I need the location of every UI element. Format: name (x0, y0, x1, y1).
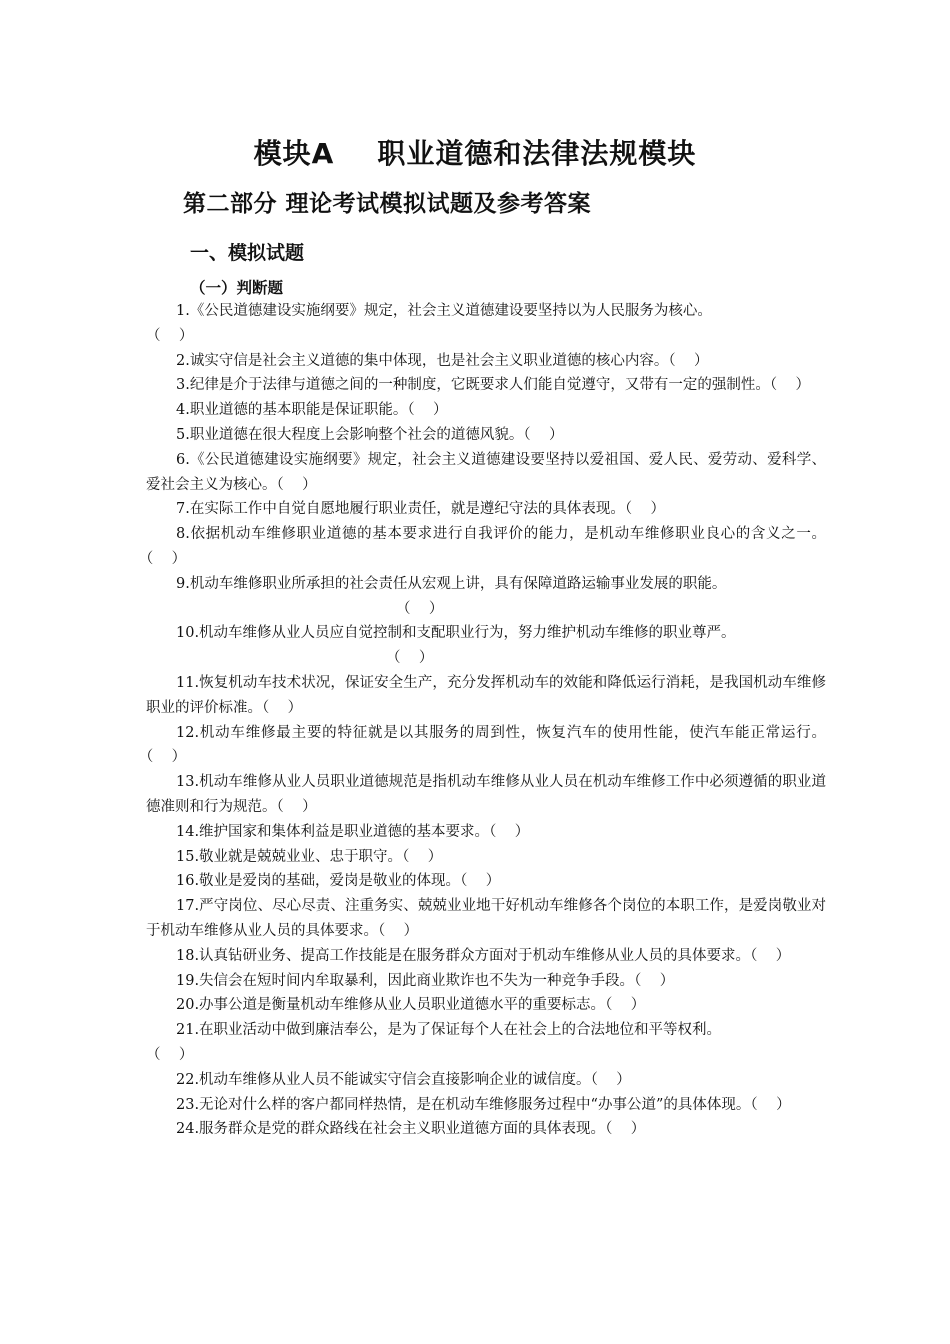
question-item (146, 1093, 826, 1118)
question-text: 19.失信会在短时间内牟取暴利，因此商业欺诈也不失为一种竞争手段。 (176, 972, 635, 989)
answer-blank: （ ） (276, 476, 317, 493)
question-item (146, 1018, 826, 1068)
answer-blank: （ ） (590, 1071, 631, 1088)
question-item (146, 398, 826, 423)
question-text: 18.认真钻研业务、提高工作技能是在服务群众方面对于机动车维修从业人员的具体要求。 (176, 947, 751, 964)
question-text: 23.无论对什么样的客户都同样热情，是在机动车维修服务过程中“办事公道”的具体体现。 (176, 1096, 751, 1113)
question-text: 14.维护国家和集体利益是职业道德的基本要求。 (176, 823, 490, 840)
question-list (146, 299, 826, 1142)
question-text: 1.《公民道德建设实施纲要》规定，社会主义道德建设要坚持以为人民服务为核心。 (176, 303, 712, 319)
question-item (146, 845, 826, 870)
page-title: 模块A 职业道德和法律法规模块 (253, 137, 697, 170)
answer-blank: （ ） (668, 352, 709, 369)
question-text: 6.《公民道德建设实施纲要》规定，社会主义道德建设要坚持以爱祖国、爱人民、爱劳动、爱科学、爱社会主义为核心。 (146, 451, 826, 493)
question-item (146, 894, 826, 944)
question-item (146, 944, 826, 969)
question-item (146, 349, 826, 374)
question-text: 9.机动车维修职业所承担的社会责任从宏观上讲，具有保障道路运输事业发展的职能。 (176, 575, 727, 592)
question-text: 8.依据机动车维修职业道德的基本要求进行自我评价的能力，是机动车维修职业良心的含义之一。 (176, 526, 826, 543)
question-text: 12.机动车维修最主要的特征就是以其服务的周到性，恢复汽车的使用性能，使汽车能正常运行。 (176, 724, 826, 741)
question-text: 2.诚实守信是社会主义道德的集中体现，也是社会主义职业道德的核心内容。 (176, 352, 669, 369)
question-item (146, 497, 826, 522)
section-heading: 一、模拟试题 (190, 242, 305, 264)
answer-blank: （ ） (750, 1096, 791, 1113)
question-text: 15.敬业就是兢兢业业、忠于职守。 (176, 848, 403, 865)
question-item (146, 299, 826, 349)
answer-blank: （ ） (146, 550, 187, 567)
question-item (146, 770, 826, 820)
question-text: 21.在职业活动中做到廉洁奉公，是为了保证每个人在社会上的合法地位和平等权利。 (176, 1022, 722, 1039)
answer-blank: （ ） (489, 823, 530, 840)
answer-blank: （ ） (276, 798, 317, 815)
answer-blank: （ ） (750, 947, 791, 964)
answer-blank: （ ） (407, 402, 448, 419)
question-text: 16.敬业是爱岗的基础，爱岗是敬业的体现。 (176, 873, 461, 890)
question-text: 5.职业道德在很大程度上会影响整个社会的道德风貌。 (176, 426, 524, 443)
subsection-heading: （一）判断题 (190, 279, 284, 297)
answer-blank: （ ） (146, 749, 187, 766)
question-text: 3.纪律是介于法律与道德之间的一种制度，它既要求人们能自觉遵守，又带有一定的强制性。 (176, 377, 770, 394)
answer-blank: （ ） (386, 650, 434, 667)
question-item (146, 448, 826, 498)
question-text: 7.在实际工作中自觉自愿地履行职业责任，就是遵纪守法的具体表现。 (176, 501, 625, 518)
question-item (146, 373, 826, 398)
question-text: 11.恢复机动车技术状况，保证安全生产，充分发挥机动车的效能和降低运行消耗，是我国机动车维修职业的评价标准。 (146, 674, 826, 716)
question-text: 24.服务群众是党的群众路线在社会主义职业道德方面的具体表现。 (176, 1121, 606, 1138)
question-item (146, 621, 826, 671)
question-item (146, 1117, 826, 1142)
answer-blank: （ ） (634, 972, 675, 989)
answer-blank: （ ） (605, 1121, 646, 1138)
question-item (146, 869, 826, 894)
answer-blank: （ ） (146, 1046, 194, 1063)
answer-blank: （ ） (769, 377, 811, 394)
question-item (146, 423, 826, 448)
answer-blank: （ ） (402, 848, 443, 865)
answer-blank: （ ） (624, 501, 666, 518)
answer-blank: （ ） (523, 426, 564, 443)
question-item (146, 820, 826, 845)
question-item (146, 572, 826, 622)
question-text: 17.严守岗位、尽心尽责、注重务实、兢兢业业地干好机动车维修各个岗位的本职工作，是爱岗敬业对于机动车维修从业人员的具体要求。 (146, 898, 826, 939)
question-text: 10.机动车维修从业人员应自觉控制和支配职业行为，努力维护机动车维修的职业尊严。 (176, 625, 736, 642)
part-heading: 第二部分 理论考试模拟试题及参考答案 (183, 191, 592, 217)
question-item (146, 993, 826, 1018)
answer-blank: （ ） (460, 873, 501, 890)
answer-blank: （ ） (146, 327, 194, 344)
question-item (146, 969, 826, 994)
question-item (146, 671, 826, 721)
question-text: 20.办事公道是衡量机动车维修从业人员职业道德水平的重要标志。 (176, 997, 606, 1014)
question-item (146, 721, 826, 771)
question-item (146, 522, 826, 572)
answer-blank: （ ） (262, 699, 303, 716)
question-text: 13.机动车维修从业人员职业道德规范是指机动车维修从业人员在机动车维修工作中必须遵循的职业道德准则和行为规范。 (146, 774, 826, 815)
answer-blank: （ ） (378, 922, 419, 939)
question-item (146, 1068, 826, 1093)
answer-blank: （ ） (396, 600, 444, 617)
answer-blank: （ ） (605, 997, 646, 1014)
question-text: 22.机动车维修从业人员不能诚实守信会直接影响企业的诚信度。 (176, 1071, 591, 1088)
question-text: 4.职业道德的基本职能是保证职能。 (176, 402, 408, 419)
